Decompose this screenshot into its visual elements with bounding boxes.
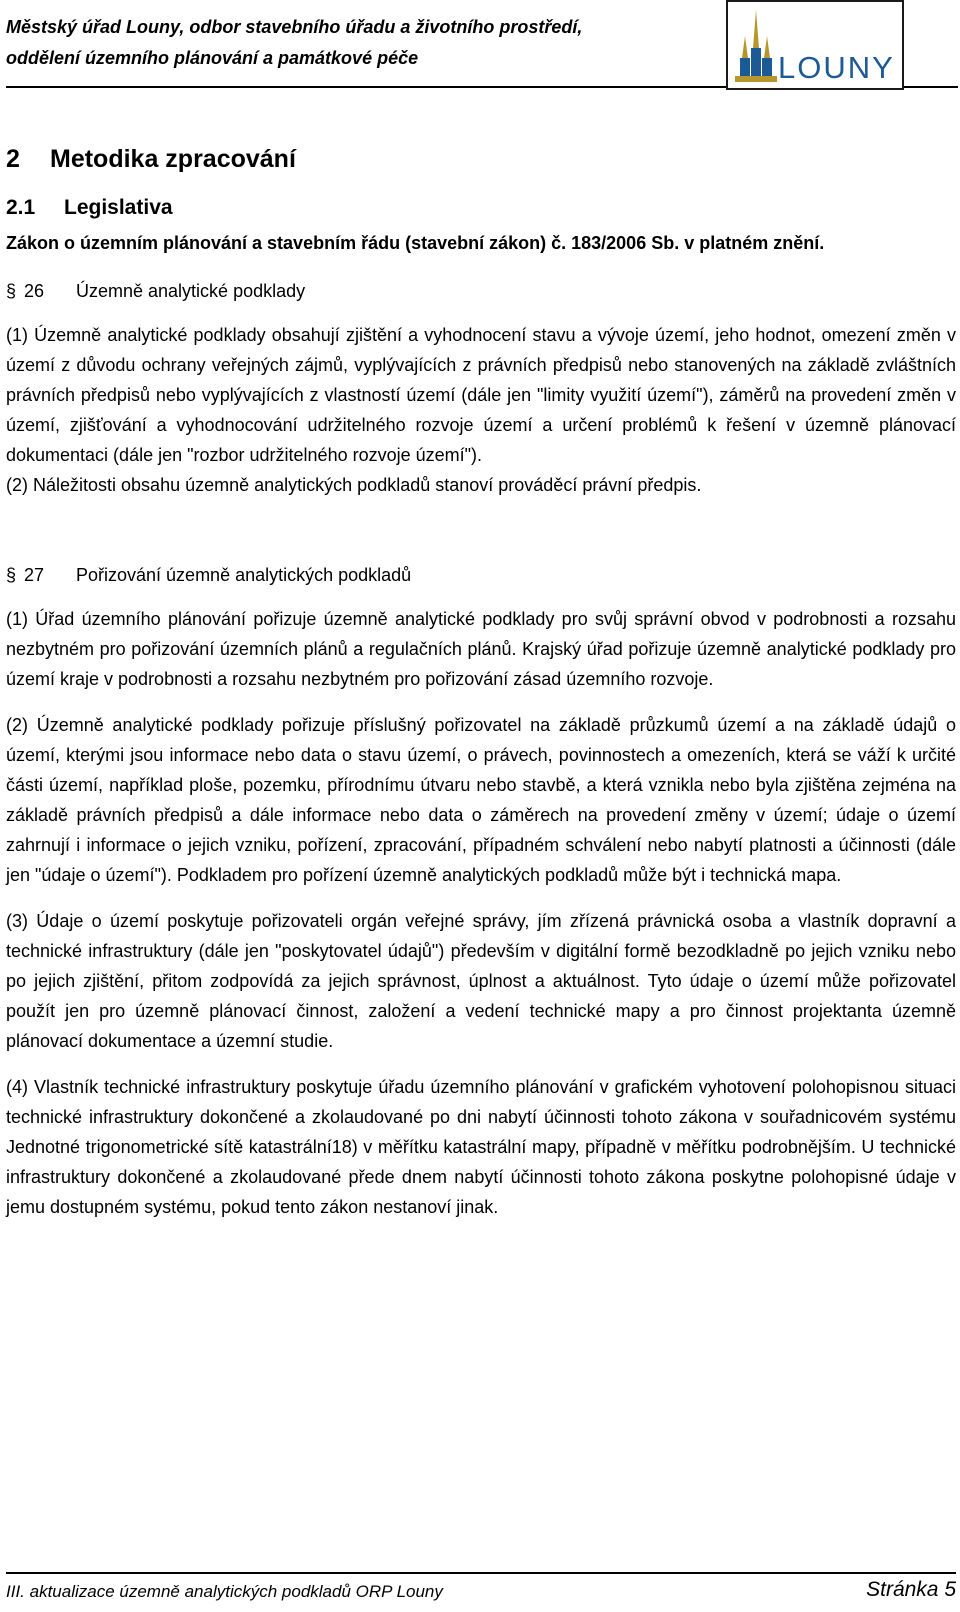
chapter-number: 2 [6, 145, 20, 173]
header-organization [6, 12, 582, 74]
section-heading [6, 192, 956, 224]
clause: (1) Územně analytické podklady obsahují zjištění a vyhodnocení stavu a vývoje území, jeho hodnot, omezení změn v území z důvodu ochrany veřejných zájmů, vyplývajících z právních předpisů nebo stanovených na základě zvláštních právních předpisů nebo vyplývajících z vlastností území (dále jen "limity využití území"), záměrů na provedení změn v území, zjišťování a vyhodnocování udržitelného rozvoje území a určení problémů k řešení v územně plánovací dokumentaci (dále jen "rozbor udržitelného rozvoje území"). [6, 325, 956, 465]
clause: (3) Údaje o území poskytuje pořizovateli orgán veřejné správy, jím zřízená právnická osoba a vlastník dopravní a technické infrastruktury (dále jen "poskytovatel údajů") především v digitální formě bezodkladně po jejich vzniku nebo po jejich zjištění, přitom zodpovídá za jejich správnost, úplnost a aktuálnost. Tyto údaje o území může pořizovatel použít jen pro územně plánovací činnost, založení a vedení technické mapy a pro činnost projektanta územně plánovací dokumentace a územní studie. [6, 911, 956, 1051]
header-org-line1: Městský úřad Louny, odbor stavebního úřadu a životního prostředí, [6, 17, 583, 37]
header-org-line2: oddělení územního plánování a památkové péče [6, 48, 419, 68]
clause: (1) Úřad územního plánování pořizuje územně analytické podklady pro svůj správní obvod v podrobnosti a rozsahu nezbytném pro pořizování územních plánů a regulačních plánů. Krajský úřad pořizuje územně analytické podklady pro území kraje v podrobnosti a rozsahu nezbytném pro pořizování zásad územního rozvoje. [6, 609, 956, 689]
paragraph-number: 26 [24, 281, 45, 301]
logo-text: LOUNY [778, 50, 895, 85]
section-number: 2.1 [6, 196, 36, 219]
paragraph-title: Územně analytické podklady [76, 281, 306, 301]
louny-tower-icon [731, 8, 781, 88]
section-title: Legislativa [64, 196, 173, 219]
paragraph-heading-26 [6, 276, 956, 306]
section-sign: § [6, 565, 17, 585]
page-header [0, 0, 960, 92]
section-sign: § [6, 281, 17, 301]
footer-document-title: III. aktualizace územně analytických podkladů ORP Louny [6, 1582, 443, 1601]
page-number: Stránka 5 [866, 1578, 956, 1601]
clause: (2) Územně analytické podklady pořizuje příslušný pořizovatel na základě průzkumů území a na základě údajů o území, kterými jsou informace nebo data o stavu území, o právech, povinnostech a omezeních, která se váží k určité části území, například ploše, pozemku, přírodnímu útvaru nebo stavbě, a která vznikla nebo byla zjištěna zejména na základě právních předpisů a dále informace nebo data o záměrech na provedení změny v území; údaje o území zahrnují i informace o jejich vzniku, pořízení, zpracování, případném schválení nebo nabytí platnosti a účinnosti (dále jen "údaje o území"). Podkladem pro pořízení územně analytických podkladů může být i technická mapa. [6, 715, 956, 885]
page-footer [6, 1572, 956, 1608]
louny-logo [726, 0, 904, 90]
law-title: Zákon o územním plánování a stavebním řádu (stavební zákon) č. 183/2006 Sb. v platném znění. [6, 233, 825, 253]
clause: (2) Náležitosti obsahu územně analytických podkladů stanoví prováděcí právní předpis. [6, 475, 702, 495]
clause: (4) Vlastník technické infrastruktury poskytuje úřadu územního plánování v grafickém vyhotovení polohopisnou situaci technické infrastruktury dokončené a zkolaudované po dni nabytí účinnosti tohoto zákona v souřadnicovém systému Jednotné trigonometrické sítě katastrální18) v měřítku katastrální mapy, případně v měřítku podrobnějším. U technické infrastruktury dokončené a zkolaudované přede dnem nabytí účinnosti tohoto zákona poskytne polohopisné údaje v jemu dostupném systému, pokud tento zákon nestanoví jinak. [6, 1077, 956, 1217]
chapter-title: Metodika zpracování [50, 145, 296, 173]
paragraph-number: 27 [24, 565, 45, 585]
document-body [6, 134, 956, 1222]
chapter-heading [6, 134, 956, 184]
paragraph-heading-27 [6, 560, 956, 590]
paragraph-title: Pořizování územně analytických podkladů [76, 565, 412, 585]
